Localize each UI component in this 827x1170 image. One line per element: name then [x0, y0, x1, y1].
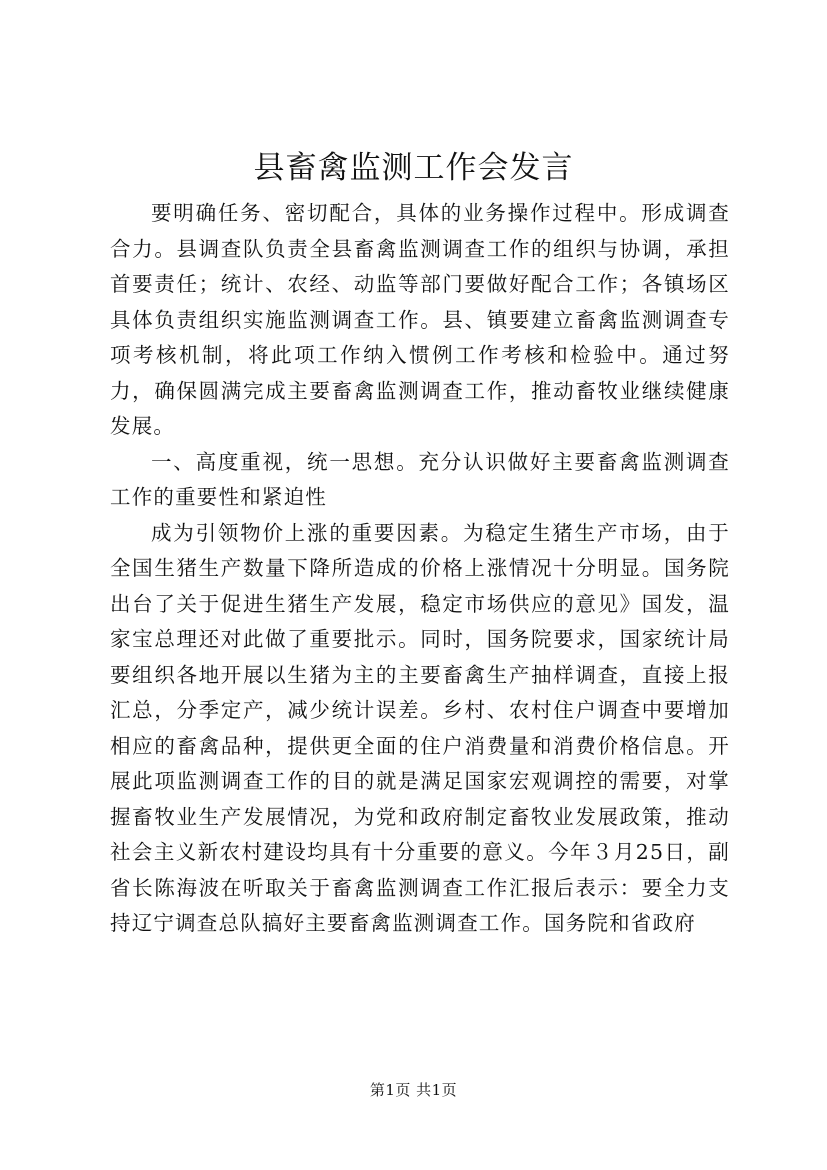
- document-body: [110, 196, 730, 942]
- paragraph-2: 一、高度重视，统一思想。充分认识做好主要畜禽监测调查工作的重要性和紧迫性: [110, 449, 730, 509]
- page-title: 县畜禽监测工作会发言: [253, 150, 574, 186]
- page-footer: 第1页 共1页: [369, 1081, 458, 1099]
- paragraph-1: 要明确任务、密切配合，具体的业务操作过程中。形成调查合力。县调查队负责全县畜禽监测调查工作的组织与协调，承担首要责任；统计、农经、动监等部门要做好配合工作；各镇场区具体负责组织实施监测调查工作。县、镇要建立畜禽监测调查专项考核机制，将此项工作纳入惯例工作考核和检验中。通过努力，确保圆满完成主要畜禽监测调查工作，推动畜牧业继续健康发展。: [110, 201, 730, 438]
- paragraph-3: 成为引领物价上涨的重要因素。为稳定生猪生产市场，由于全国生猪生产数量下降所造成的价格上涨情况十分明显。国务院出台了关于促进生猪生产发展，稳定市场供应的意见》国发，温家宝总理还对此做了重要批示。同时，国务院要求，国家统计局要组织各地开展以生猪为主的主要畜禽生产抽样调查，直接上报汇总，分季定产，减少统计误差。乡村、农村住户调查中要增加相应的畜禽品种，提供更全面的住户消费量和消费价格信息。开展此项监测调查工作的目的就是满足国家宏观调控的需要，对掌握畜牧业生产发展情况，为党和政府制定畜牧业发展政策，推动社会主义新农村建设均具有十分重要的意义。今年３月25日，副省长陈海波在听取关于畜禽监测调查工作汇报后表示：要全力支持辽宁调查总队搞好主要畜禽监测调查工作。国务院和省政府: [110, 520, 730, 935]
